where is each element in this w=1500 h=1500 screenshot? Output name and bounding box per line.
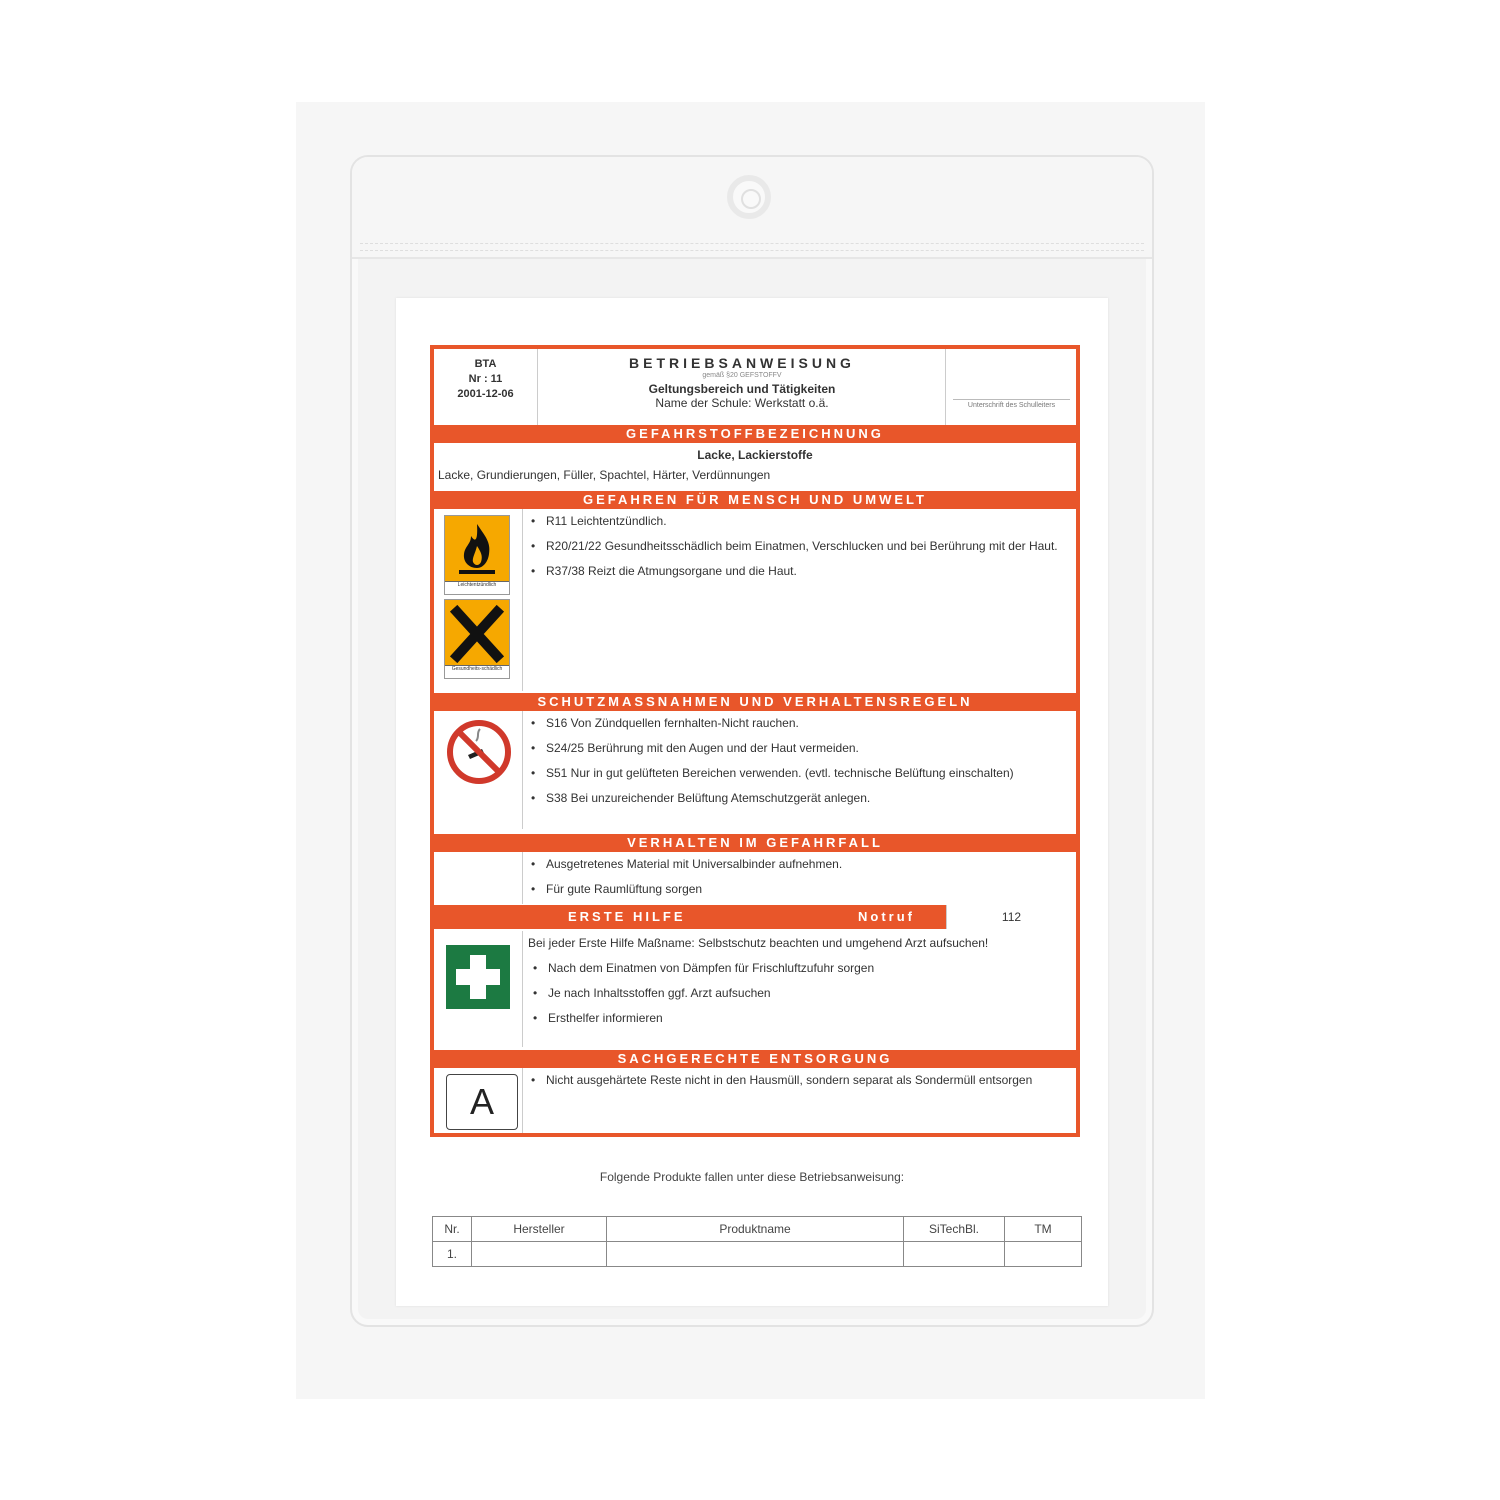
no-smoking-icon	[446, 719, 512, 785]
protection-item: • S24/25 Berührung mit den Augen und der Haut vermeiden.	[526, 740, 1070, 756]
first-aid-cross-icon	[446, 945, 510, 1009]
first-aid-text	[528, 935, 1070, 1035]
cell-sitechbl	[904, 1242, 1005, 1267]
first-aid-item: • Nach dem Einatmen von Dämpfen für Frischluftzufuhr sorgen	[528, 960, 1070, 976]
notruf-number: 112	[946, 905, 1076, 929]
emergency-icon-column	[434, 852, 523, 904]
school-name: Name der Schule: Werkstatt o.ä.	[655, 396, 829, 410]
flame-icon	[445, 516, 509, 582]
notruf-label: Notruf	[858, 909, 915, 924]
eyelet-hole	[727, 175, 771, 219]
disposal-text	[526, 1072, 1070, 1097]
operating-instruction-form	[430, 345, 1080, 1137]
disposal-category-badge: A	[446, 1074, 518, 1130]
flammable-caption: Leichtentzündlich	[445, 581, 509, 594]
signature-label: Unterschrift des Schulleiters	[953, 399, 1070, 409]
harmful-sign	[444, 599, 510, 679]
hazards-text	[526, 513, 1070, 588]
substance-section	[434, 443, 1076, 489]
substance-name: Lacke, Lackierstoffe	[697, 448, 813, 462]
cell-nr: 1.	[433, 1242, 472, 1267]
scope-label: Geltungsbereich und Tätigkeiten	[648, 382, 836, 396]
disposal-item: • Nicht ausgehärtete Reste nicht in den Hausmüll, sondern separat als Sondermüll entsorgen	[526, 1072, 1070, 1088]
first-aid-icon-column	[434, 931, 523, 1047]
hazards-section	[434, 509, 1076, 691]
form-header	[434, 349, 1076, 426]
protection-text	[526, 715, 1070, 815]
section-bar-hazards: GEFAHREN FÜR MENSCH UND UMWELT	[434, 491, 1076, 509]
hazard-item: • R11 Leichtentzündlich.	[526, 513, 1070, 529]
hazards-icon-column	[434, 509, 523, 691]
products-header-row	[433, 1217, 1082, 1242]
emergency-item: • Ausgetretenes Material mit Universalbinder aufnehmen.	[526, 856, 1070, 872]
cross-horizontal	[456, 969, 500, 985]
section-bar-disposal: SACHGERECHTE ENTSORGUNG	[434, 1050, 1076, 1068]
first-aid-item: • Je nach Inhaltsstoffen ggf. Arzt aufsuchen	[528, 985, 1070, 1001]
col-hersteller: Hersteller	[472, 1217, 607, 1242]
first-aid-intro: Bei jeder Erste Hilfe Maßname: Selbstschutz beachten und umgehend Arzt aufsuchen!	[528, 936, 989, 950]
emergency-item: • Für gute Raumlüftung sorgen	[526, 881, 1070, 897]
hazard-item: • R37/38 Reizt die Atmungsorgane und die Haut.	[526, 563, 1070, 579]
first-aid-heading: ERSTE HILFE	[568, 909, 686, 924]
doc-title: BETRIEBSANWEISUNG	[629, 355, 855, 371]
first-aid-item: • Ersthelfer informieren	[528, 1010, 1070, 1026]
sleeve-seam	[360, 243, 1144, 251]
doc-code: BTA	[474, 358, 497, 370]
emergency-text	[526, 856, 1070, 906]
section-bar-emergency: VERHALTEN IM GEFAHRFALL	[434, 834, 1076, 852]
disposal-icon-column	[434, 1068, 523, 1133]
protection-item: • S51 Nur in gut gelüfteten Bereichen verwenden. (evtl. technische Belüftung einschalten)	[526, 765, 1070, 781]
protection-item: • S38 Bei unzureichender Belüftung Atemschutzgerät anlegen.	[526, 790, 1070, 806]
section-bar-substance: GEFAHRSTOFFBEZEICHNUNG	[434, 425, 1076, 443]
doc-number: Nr : 11	[468, 373, 503, 385]
col-nr: Nr.	[433, 1217, 472, 1242]
cell-tm	[1005, 1242, 1082, 1267]
header-meta	[434, 349, 538, 425]
cross-x-icon	[445, 600, 509, 666]
flammable-sign	[444, 515, 510, 595]
col-produktname: Produktname	[607, 1217, 904, 1242]
cell-hersteller	[472, 1242, 607, 1267]
harmful-caption: Gesundheits-schädlich	[445, 665, 509, 678]
emergency-section	[434, 852, 1076, 904]
protection-icon-column	[434, 711, 523, 829]
cell-produktname	[607, 1242, 904, 1267]
protection-section	[434, 711, 1076, 829]
substance-detail: Lacke, Grundierungen, Füller, Spachtel, Härter, Verdünnungen	[438, 468, 771, 482]
signature-box	[947, 349, 1076, 425]
section-bar-protection: SCHUTZMASSNAHMEN UND VERHALTENSREGELN	[434, 693, 1076, 711]
products-table	[432, 1216, 1082, 1267]
first-aid-section	[434, 931, 1076, 1047]
hazard-item: • R20/21/22 Gesundheitsschädlich beim Einatmen, Verschlucken und bei Berührung mit der Haut.	[526, 538, 1070, 554]
protection-item: • S16 Von Zündquellen fernhalten-Nicht rauchen.	[526, 715, 1070, 731]
legal-reference: gemäß §20 GEFSTOFFV	[702, 372, 782, 379]
section-bar-first-aid	[434, 905, 1076, 929]
col-tm: TM	[1005, 1217, 1082, 1242]
col-sitechbl: SiTechBl.	[904, 1217, 1005, 1242]
products-intro: Folgende Produkte fallen unter diese Betriebsanweisung:	[599, 1170, 905, 1184]
disposal-section	[434, 1068, 1076, 1133]
table-row	[433, 1242, 1082, 1267]
header-title-block	[539, 349, 946, 425]
doc-date: 2001-12-06	[457, 388, 514, 400]
